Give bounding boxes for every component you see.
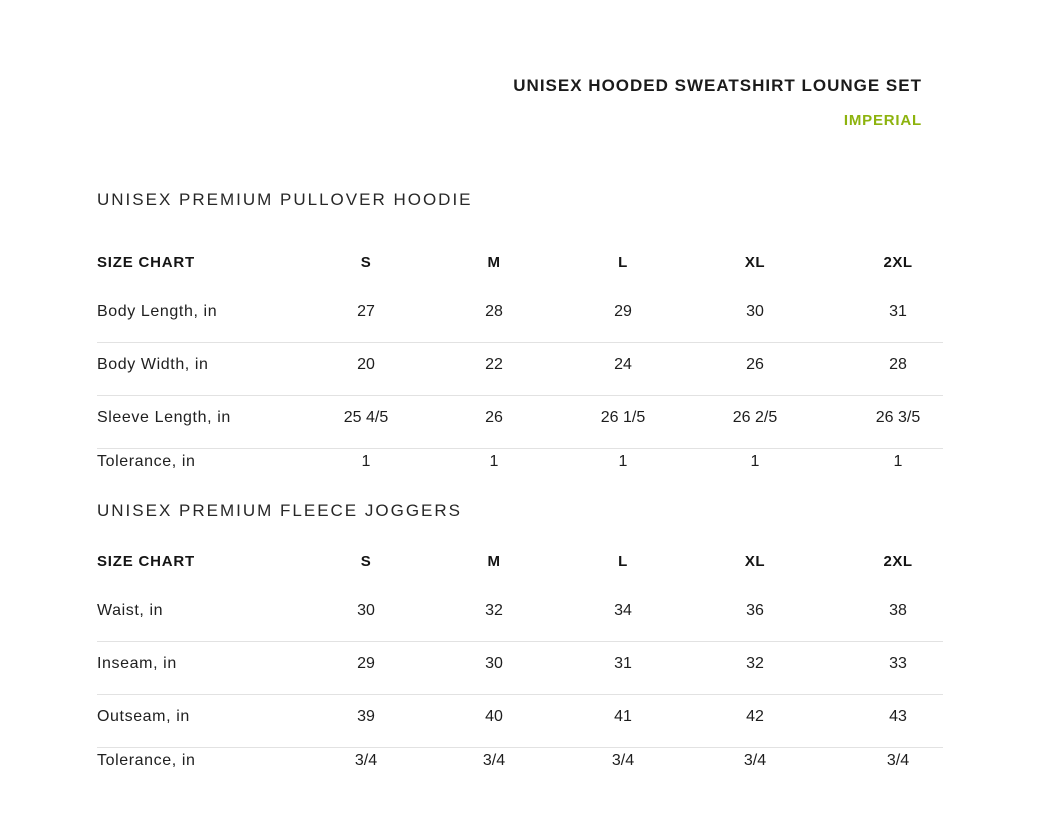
table-header-row [97,254,943,290]
row-label: Tolerance, in [97,752,196,769]
cell-value: 28 [485,303,503,320]
table-row-waist [97,589,943,641]
cell-value: 39 [357,708,375,725]
cell-value: 42 [746,708,764,725]
cell-value: 1 [361,453,371,470]
column-header-l: L [618,553,628,570]
cell-value: 27 [357,303,375,320]
cell-value: 1 [489,453,499,470]
cell-value: 32 [746,655,764,672]
cell-value: 43 [889,708,907,725]
table-row-sleeve-length [97,395,943,448]
cell-value: 32 [485,602,503,619]
section-hoodie [97,190,943,495]
size-chart-header-label: SIZE CHART [97,553,195,570]
cell-value: 29 [614,303,632,320]
cell-value: 24 [614,356,632,373]
cell-value: 26 [746,356,764,373]
table-row-body-width [97,342,943,395]
cell-value: 30 [485,655,503,672]
table-row-outseam [97,694,943,747]
row-label: Inseam, in [97,655,177,672]
row-label: Body Width, in [97,356,209,373]
cell-value: 3/4 [482,752,506,769]
cell-value: 1 [618,453,628,470]
size-chart-header-label: SIZE CHART [97,254,195,271]
cell-value: 3/4 [743,752,767,769]
section-heading-hoodie: UNISEX PREMIUM PULLOVER HOODIE [97,190,473,209]
cell-value: 26 [485,409,503,426]
cell-value: 38 [889,602,907,619]
column-header-s: S [360,254,372,271]
cell-value: 1 [750,453,760,470]
section-joggers [97,501,943,794]
column-header-l: L [618,254,628,271]
cell-value: 31 [889,303,907,320]
cell-value: 28 [889,356,907,373]
cell-value: 3/4 [886,752,910,769]
cell-value: 26 1/5 [600,409,646,426]
cell-value: 26 2/5 [732,409,778,426]
row-label: Outseam, in [97,708,190,725]
row-label: Sleeve Length, in [97,409,231,426]
table-row-tolerance [97,448,943,495]
column-header-xl: XL [744,254,766,271]
cell-value: 33 [889,655,907,672]
cell-value: 36 [746,602,764,619]
document-title: UNISEX HOODED SWEATSHIRT LOUNGE SET [513,76,922,95]
unit-system-label: IMPERIAL [843,112,922,129]
row-label: Waist, in [97,602,164,619]
cell-value: 25 4/5 [343,409,389,426]
table-row-inseam [97,641,943,694]
column-header-m: M [487,254,501,271]
cell-value: 30 [746,303,764,320]
cell-value: 3/4 [354,752,378,769]
cell-value: 30 [357,602,375,619]
cell-value: 34 [614,602,632,619]
hoodie-size-table [97,254,943,495]
cell-value: 41 [614,708,632,725]
cell-value: 3/4 [611,752,635,769]
cell-value: 31 [614,655,632,672]
cell-value: 40 [485,708,503,725]
cell-value: 1 [893,453,903,470]
table-row-tolerance [97,747,943,794]
table-row-body-length [97,290,943,342]
section-heading-joggers: UNISEX PREMIUM FLEECE JOGGERS [97,501,462,520]
cell-value: 29 [357,655,375,672]
column-header-xl: XL [744,553,766,570]
column-header-2xl: 2XL [883,553,913,570]
cell-value: 22 [485,356,503,373]
row-label: Body Length, in [97,303,218,320]
row-label: Tolerance, in [97,453,196,470]
column-header-2xl: 2XL [883,254,913,271]
cell-value: 20 [357,356,375,373]
column-header-s: S [360,553,372,570]
column-header-m: M [487,553,501,570]
joggers-size-table [97,553,943,794]
cell-value: 26 3/5 [875,409,921,426]
table-header-row [97,553,943,589]
